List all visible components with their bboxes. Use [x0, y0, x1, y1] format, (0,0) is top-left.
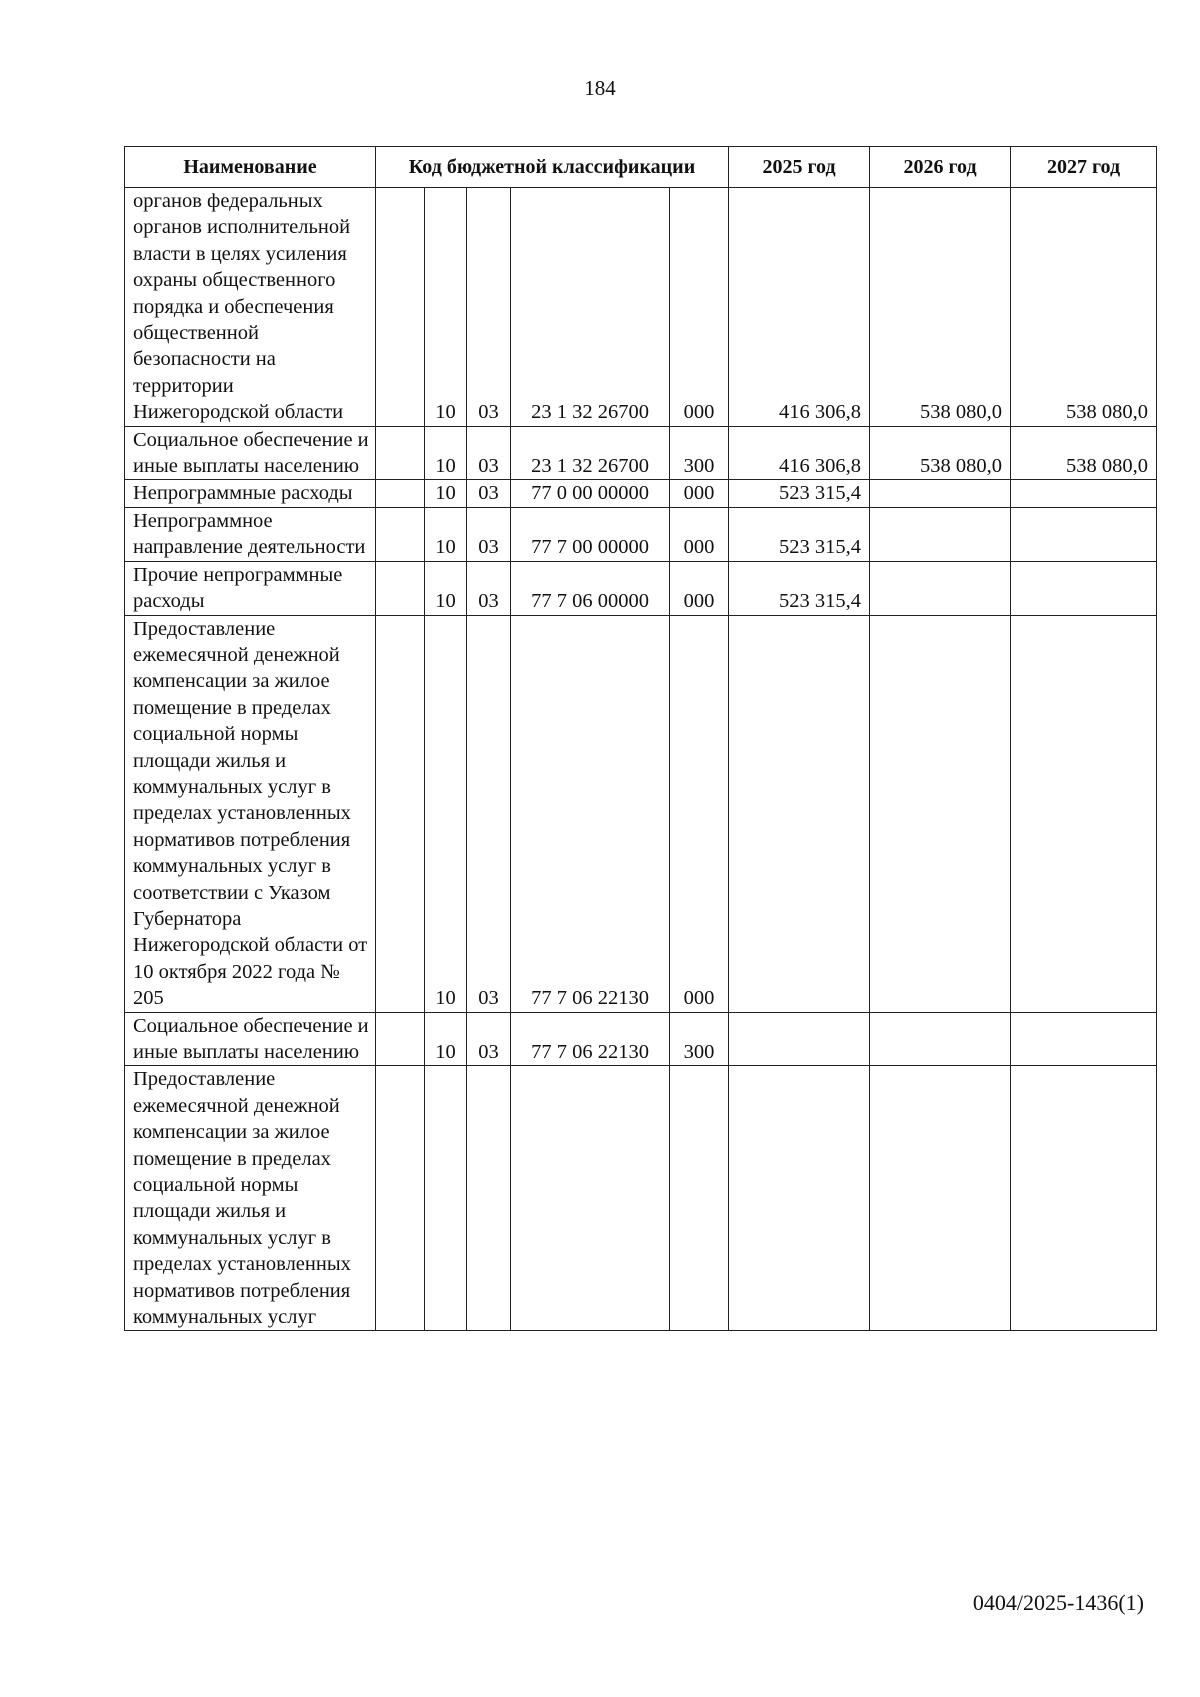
- code-part-1: [376, 188, 425, 427]
- code-section: 10: [425, 615, 467, 1012]
- value-2027: 538 080,0: [1011, 188, 1157, 427]
- value-2027: [1011, 615, 1157, 1012]
- code-section: 10: [425, 426, 467, 480]
- code-expense-type: 000: [670, 615, 729, 1012]
- row-name: Непрограммные расходы: [125, 480, 376, 507]
- value-2027: [1011, 507, 1157, 561]
- code-part-1: [376, 1012, 425, 1066]
- code-subsection: 03: [467, 1012, 511, 1066]
- value-2026: [870, 561, 1011, 615]
- value-2025: 523 315,4: [729, 561, 870, 615]
- code-expense-type: [670, 1066, 729, 1331]
- value-2025: [729, 615, 870, 1012]
- value-2026: 538 080,0: [870, 426, 1011, 480]
- code-target-article: [511, 1066, 670, 1331]
- value-2027: [1011, 1012, 1157, 1066]
- row-name: Социальное обеспечение и иные выплаты населению: [125, 426, 376, 480]
- code-expense-type: 300: [670, 426, 729, 480]
- code-section: 10: [425, 480, 467, 507]
- table-row: [125, 480, 1157, 507]
- code-target-article: 77 7 06 22130: [511, 1012, 670, 1066]
- header-2026: 2026 год: [870, 147, 1011, 188]
- table-row: [125, 1066, 1157, 1331]
- code-section: [425, 1066, 467, 1331]
- code-subsection: 03: [467, 426, 511, 480]
- code-target-article: 23 1 32 26700: [511, 188, 670, 427]
- code-part-1: [376, 615, 425, 1012]
- value-2026: [870, 615, 1011, 1012]
- header-name: Наименование: [125, 147, 376, 188]
- budget-table: [124, 146, 1157, 1331]
- code-section: 10: [425, 188, 467, 427]
- header-row: [125, 147, 1157, 188]
- value-2025: 416 306,8: [729, 426, 870, 480]
- table-row: [125, 1012, 1157, 1066]
- table-row: [125, 426, 1157, 480]
- code-subsection: 03: [467, 480, 511, 507]
- value-2026: 538 080,0: [870, 188, 1011, 427]
- code-subsection: 03: [467, 561, 511, 615]
- table-row: [125, 615, 1157, 1012]
- code-expense-type: 000: [670, 561, 729, 615]
- code-part-1: [376, 1066, 425, 1331]
- code-target-article: 77 0 00 00000: [511, 480, 670, 507]
- value-2027: [1011, 561, 1157, 615]
- code-section: 10: [425, 507, 467, 561]
- row-name: Предоставление ежемесячной денежной компенсации за жилое помещение в пределах социальной нормы площади жилья и коммунальных услуг в пределах установленных нормативов потребления коммунальных услуг в соответствии с Указом Губернатора Нижегородской области от 10 октября 2022 года № 205: [125, 615, 376, 1012]
- table-row: [125, 188, 1157, 427]
- code-expense-type: 000: [670, 480, 729, 507]
- table-row: [125, 561, 1157, 615]
- row-name: органов федеральных органов исполнительной власти в целях усиления охраны общественного порядка и обеспечения общественной безопасности на территории Нижегородской области: [125, 188, 376, 427]
- row-name: Прочие непрограммные расходы: [125, 561, 376, 615]
- value-2025: [729, 1066, 870, 1331]
- code-section: 10: [425, 561, 467, 615]
- row-name: Предоставление ежемесячной денежной компенсации за жилое помещение в пределах социальной нормы площади жилья и коммунальных услуг в пределах установленных нормативов потребления коммунальных услуг: [125, 1066, 376, 1331]
- code-expense-type: 000: [670, 507, 729, 561]
- value-2026: [870, 1066, 1011, 1331]
- code-part-1: [376, 561, 425, 615]
- code-subsection: 03: [467, 507, 511, 561]
- value-2026: [870, 480, 1011, 507]
- code-expense-type: 300: [670, 1012, 729, 1066]
- document-registration-code: 0404/2025-1436(1): [972, 1590, 1144, 1615]
- table-row: [125, 507, 1157, 561]
- value-2027: [1011, 1066, 1157, 1331]
- code-subsection: 03: [467, 188, 511, 427]
- code-target-article: 77 7 06 00000: [511, 561, 670, 615]
- value-2026: [870, 1012, 1011, 1066]
- code-target-article: 77 7 00 00000: [511, 507, 670, 561]
- code-section: 10: [425, 1012, 467, 1066]
- value-2027: [1011, 480, 1157, 507]
- code-target-article: 77 7 06 22130: [511, 615, 670, 1012]
- header-code: Код бюджетной классификации: [376, 147, 729, 188]
- value-2027: 538 080,0: [1011, 426, 1157, 480]
- value-2025: 523 315,4: [729, 507, 870, 561]
- code-part-1: [376, 507, 425, 561]
- page-number: 184: [584, 76, 616, 100]
- code-target-article: 23 1 32 26700: [511, 426, 670, 480]
- code-expense-type: 000: [670, 188, 729, 427]
- row-name: Социальное обеспечение и иные выплаты населению: [125, 1012, 376, 1066]
- header-2027: 2027 год: [1011, 147, 1157, 188]
- value-2025: 416 306,8: [729, 188, 870, 427]
- value-2026: [870, 507, 1011, 561]
- code-subsection: 03: [467, 615, 511, 1012]
- value-2025: 523 315,4: [729, 480, 870, 507]
- header-2025: 2025 год: [729, 147, 870, 188]
- row-name: Непрограммное направление деятельности: [125, 507, 376, 561]
- code-part-1: [376, 480, 425, 507]
- code-subsection: [467, 1066, 511, 1331]
- value-2025: [729, 1012, 870, 1066]
- code-part-1: [376, 426, 425, 480]
